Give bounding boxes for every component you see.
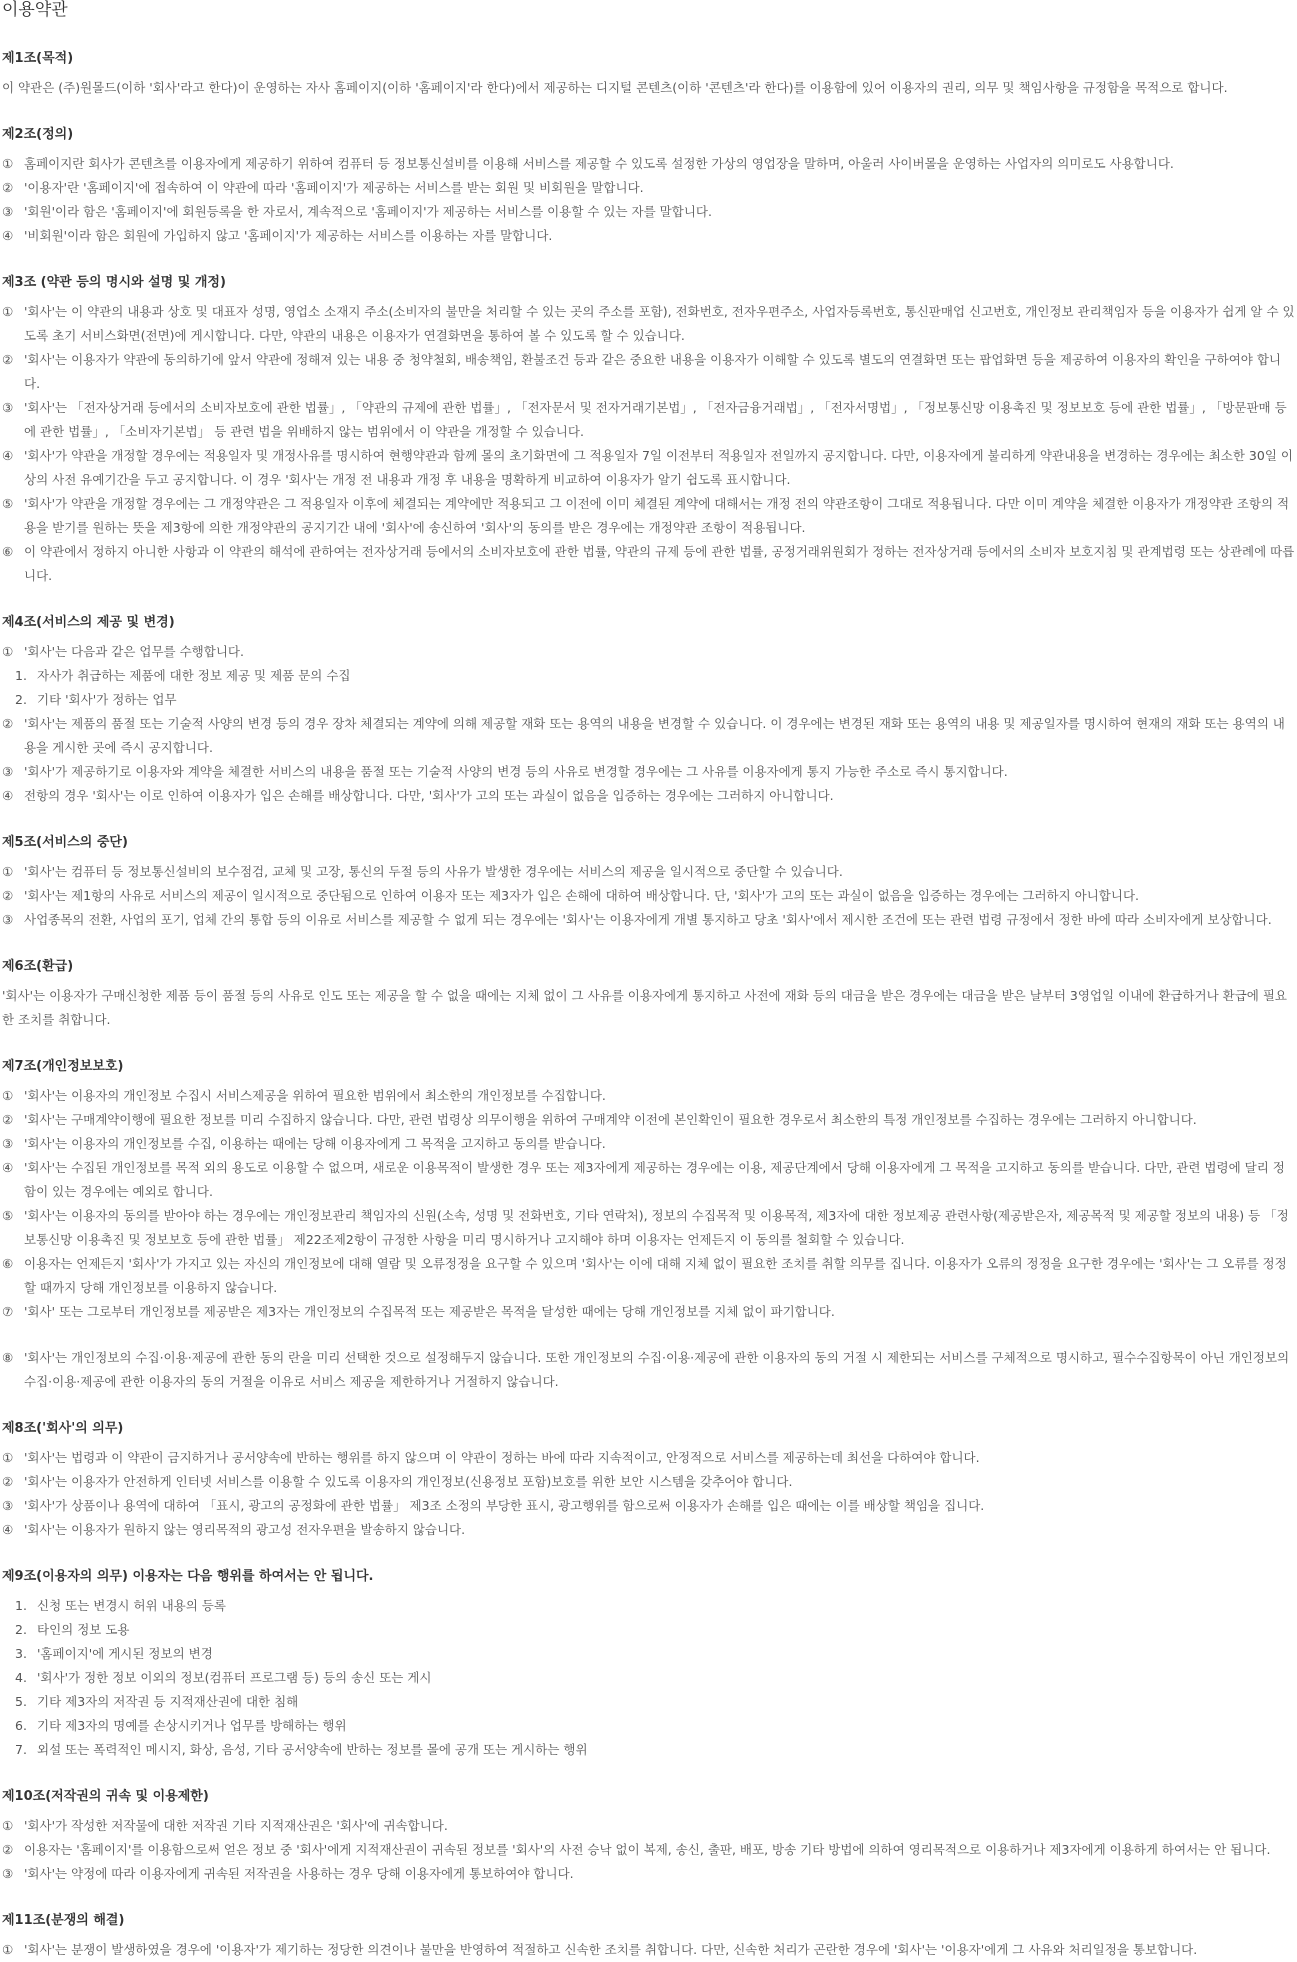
clause-number: ①: [2, 864, 14, 879]
clause-item: [2, 1494, 1295, 1518]
article-paragraph: 이 약관은 (주)원몰드(이하 '회사'라고 한다)이 운영하는 자사 홈페이지(이하 '홈페이지'라 한다)에서 제공하는 디지털 콘텐츠(이하 '콘텐츠'라 한다)를 이용함에 있어 이용자의 권리, 의무 및 책임사항을 규정함을 목적으로 합니다.: [2, 80, 1228, 95]
clause-text: 이용자는 '홈페이지'를 이용함으로써 얻은 정보 중 '회사'에게 지적재산권이 귀속된 정보를 '회사'의 사전 승낙 없이 복제, 송신, 출판, 배포, 방송 기타 방법에 의하여 영리목적으로 이용하거나 제3자에게 이용하게 하여서는 안 됩니다.: [24, 1842, 1271, 1857]
clause-text: '회사'는 분쟁이 발생하였을 경우에 '이용자'가 제기하는 정당한 의견이나 불만을 반영하여 적절하고 신속한 조치를 취합니다. 다만, 신속한 처리가 곤란한 경우에 '회사'는 '이용자'에게 그 사유와 처리일정을 통보합니다.: [24, 1942, 1198, 1957]
terms-sections: [2, 51, 1295, 1962]
clause-item: [2, 884, 1295, 908]
clause-number: ③: [2, 204, 14, 219]
clause-text: '회사'가 정한 정보 이외의 정보(컴퓨터 프로그램 등) 등의 송신 또는 게시: [37, 1670, 432, 1685]
numbered-list-item: [2, 688, 1295, 712]
article-section: [2, 1569, 1295, 1762]
article-paragraph: '회사'는 이용자가 구매신청한 제품 등이 품절 등의 사유로 인도 또는 제공을 할 수 없을 때에는 지체 없이 그 사유를 이용자에게 통지하고 사전에 재화 등의 대금을 받은 경우에는 대금을 받은 날부터 3영업일 이내에 환급하거나 환급에 필요한 조치를 취합니다.: [2, 988, 1287, 1027]
clause-item: [2, 1446, 1295, 1470]
clause-number: ①: [2, 1450, 14, 1465]
clause-item: [2, 176, 1295, 200]
clause-text: '회원'이라 함은 '홈페이지'에 회원등록을 한 자로서, 계속적으로 '홈페이지'가 제공하는 서비스를 이용할 수 있는 자를 말합니다.: [24, 204, 712, 219]
clause-text: '회사'는 이용자가 안전하게 인터넷 서비스를 이용할 수 있도록 이용자의 개인정보(신용정보 포함)보호를 위한 보안 시스템을 갖추어야 합니다.: [24, 1474, 793, 1489]
clause-text: 자사가 취급하는 제품에 대한 정보 제공 및 제품 문의 수집: [37, 668, 351, 683]
clause-text: 홈페이지란 회사가 콘텐츠를 이용자에게 제공하기 위하여 컴퓨터 등 정보통신설비를 이용해 서비스를 제공할 수 있도록 설정한 가상의 영업장을 말하며, 아울러 사이버몰을 운영하는 사업자의 의미로도 사용합니다.: [24, 156, 1174, 171]
clause-item: [2, 492, 1295, 540]
clause-text: 신청 또는 변경시 허위 내용의 등록: [37, 1598, 226, 1613]
article-title: 제4조(서비스의 제공 및 변경): [2, 615, 175, 630]
clause-number: ③: [2, 1136, 14, 1151]
clause-number: ②: [2, 180, 14, 195]
clause-number: ①: [2, 1088, 14, 1103]
article-title: 제1조(목적): [2, 51, 74, 66]
clause-number: ②: [2, 1474, 14, 1489]
clause-number: 3.: [15, 1646, 27, 1661]
clause-item: [2, 1132, 1295, 1156]
article-section: [2, 127, 1295, 248]
article-title: 제7조(개인정보보호): [2, 1059, 124, 1074]
clause-number: ⑤: [2, 1208, 14, 1223]
article-title: 제6조(환급): [2, 959, 74, 974]
numbered-list-item: [2, 1690, 1295, 1714]
clause-text: '회사'가 약관을 개정할 경우에는 그 개정약관은 그 적용일자 이후에 체결되는 계약에만 적용되고 그 이전에 이미 체결된 계약에 대해서는 개정 전의 약관조항이 그대로 적용됩니다. 다만 이미 계약을 체결한 이용자가 개정약관 조항의 적용을 받기를 원하는 뜻을 제3항에 의한 개정약관의 공지기간 내에 '회사'에 송신하여 '회사'의 동의를 받은 경우에는 개정약관 조항이 적용됩니다.: [24, 496, 1290, 535]
clause-number: 1.: [15, 668, 27, 683]
article-section: [2, 275, 1295, 588]
clause-item: [2, 760, 1295, 784]
clause-text: '회사'는 이용자의 개인정보 수집시 서비스제공을 위하여 필요한 범위에서 최소한의 개인정보를 수집합니다.: [24, 1088, 606, 1103]
clause-item: [2, 300, 1295, 348]
article-section: [2, 1421, 1295, 1542]
clause-number: ①: [2, 644, 14, 659]
numbered-list-item: [2, 1642, 1295, 1666]
clause-text: '회사'는 「전자상거래 등에서의 소비자보호에 관한 법률」, 「약관의 규제에 관한 법률」, 「전자문서 및 전자거래기본법」, 「전자금융거래법」, 「전자서명법」, 「정보통신망 이용촉진 및 정보보호 등에 관한 법률」, 「방문판매 등에 관한 법률」, 「소비자기본법」 등 관련 법을 위배하지 않는 범위에서 이 약관을 개정할 수 있습니다.: [24, 400, 1287, 439]
clause-text: 외설 또는 폭력적인 메시지, 화상, 음성, 기타 공서양속에 반하는 정보를 몰에 공개 또는 게시하는 행위: [37, 1742, 588, 1757]
numbered-list-item: [2, 1714, 1295, 1738]
clause-number: 2.: [15, 1622, 27, 1637]
clause-number: ③: [2, 764, 14, 779]
clause-item: [2, 860, 1295, 884]
clause-item: [2, 1814, 1295, 1838]
article-title: 제11조(분쟁의 해결): [2, 1913, 125, 1928]
clause-number: ④: [2, 1160, 14, 1175]
clause-number: ⑥: [2, 1256, 14, 1271]
article-title: 제5조(서비스의 중단): [2, 835, 128, 850]
clause-number: ②: [2, 888, 14, 903]
clause-text: '회사'가 약관을 개정할 경우에는 적용일자 및 개정사유를 명시하여 현행약관과 함께 몰의 초기화면에 그 적용일자 7일 이전부터 적용일자 전일까지 공지합니다. 다만, 이용자에게 불리하게 약관내용을 변경하는 경우에는 최소한 30일 이상의 사전 유예기간을 두고 공지합니다. 이 경우 '회사'는 개정 전 내용과 개정 후 내용을 명확하게 비교하여 이용자가 알기 쉽도록 표시합니다.: [24, 448, 1293, 487]
article-section: [2, 959, 1295, 1032]
clause-number: ⑧: [2, 1350, 14, 1365]
article-section: [2, 1059, 1295, 1394]
clause-text: '비회원'이라 함은 회원에 가입하지 않고 '홈페이지'가 제공하는 서비스를 이용하는 자를 말합니다.: [24, 228, 553, 243]
clause-number: ⑤: [2, 496, 14, 511]
clause-text: '회사'는 이 약관의 내용과 상호 및 대표자 성명, 영업소 소재지 주소(소비자의 불만을 처리할 수 있는 곳의 주소를 포함), 전화번호, 전자우편주소, 사업자등록번호, 통신판매업 신고번호, 개인정보 관리책임자 등을 이용자가 쉽게 알 수 있도록 초기 서비스화면(전면)에 게시합니다. 다만, 약관의 내용은 이용자가 연결화면을 통하여 볼 수 있도록 할 수 있습니다.: [24, 304, 1295, 343]
clause-item: [2, 908, 1295, 932]
clause-text: 타인의 정보 도용: [37, 1622, 130, 1637]
clause-text: '회사'가 제공하기로 이용자와 계약을 체결한 서비스의 내용을 품절 또는 기술적 사양의 변경 등의 사유로 변경할 경우에는 그 사유를 이용자에게 통지 가능한 주소로 즉시 통지합니다.: [24, 764, 1008, 779]
clause-number: ④: [2, 1522, 14, 1537]
clause-text: '회사'는 제품의 품절 또는 기술적 사양의 변경 등의 경우 장차 체결되는 계약에 의해 제공할 재화 또는 용역의 내용을 변경할 수 있습니다. 이 경우에는 변경된 재화 또는 용역의 내용 및 제공일자를 명시하여 현재의 재화 또는 용역의 내용을 게시한 곳에 즉시 공지합니다.: [24, 716, 1285, 755]
clause-number: 4.: [15, 1670, 27, 1685]
article-title: 제3조 (약관 등의 명시와 설명 및 개정): [2, 275, 226, 290]
clause-item: [2, 1862, 1295, 1886]
clause-text: '회사'는 이용자가 원하지 않는 영리목적의 광고성 전자우편을 발송하지 않습니다.: [24, 1522, 466, 1537]
clause-item: [2, 1838, 1295, 1862]
article-title: 제10조(저작권의 귀속 및 이용제한): [2, 1789, 209, 1804]
clause-number: ②: [2, 352, 14, 367]
numbered-list-item: [2, 1738, 1295, 1762]
clause-text: 기타 '회사'가 정하는 업무: [37, 692, 177, 707]
clause-text: 전항의 경우 '회사'는 이로 인하여 이용자가 입은 손해를 배상합니다. 다만, '회사'가 고의 또는 과실이 없음을 입증하는 경우에는 그러하지 아니합니다.: [24, 788, 834, 803]
clause-item: [2, 396, 1295, 444]
clause-text: 이용자는 언제든지 '회사'가 가지고 있는 자신의 개인정보에 대해 열람 및 오류정정을 요구할 수 있으며 '회사'는 이에 대해 지체 없이 필요한 조치를 취할 의무를 집니다. 이용자가 오류의 정정을 요구한 경우에는 '회사'는 그 오류를 정정할 때까지 당해 개인정보를 이용하지 않습니다.: [24, 1256, 1287, 1295]
clause-number: ④: [2, 788, 14, 803]
clause-text: '회사'는 법령과 이 약관이 금지하거나 공서양속에 반하는 행위를 하지 않으며 이 약관이 정하는 바에 따라 지속적이고, 안정적으로 서비스를 제공하는데 최선을 다하여야 합니다.: [24, 1450, 980, 1465]
clause-text: '회사'는 약정에 따라 이용자에게 귀속된 저작권을 사용하는 경우 당해 이용자에게 통보하여야 합니다.: [24, 1866, 574, 1881]
clause-number: ②: [2, 716, 14, 731]
clause-number: ④: [2, 448, 14, 463]
clause-number: ②: [2, 1842, 14, 1857]
clause-text: '회사'는 컴퓨터 등 정보통신설비의 보수점검, 교체 및 고장, 통신의 두절 등의 사유가 발생한 경우에는 서비스의 제공을 일시적으로 중단할 수 있습니다.: [24, 864, 843, 879]
clause-text: '회사' 또는 그로부터 개인정보를 제공받은 제3자는 개인정보의 수집목적 또는 제공받은 목적을 달성한 때에는 당해 개인정보를 지체 없이 파기합니다.: [24, 1304, 835, 1319]
clause-number: 1.: [15, 1598, 27, 1613]
numbered-list-item: [2, 1666, 1295, 1690]
clause-text: '회사'가 상품이나 용역에 대하여 「표시, 광고의 공정화에 관한 법률」 제3조 소정의 부당한 표시, 광고행위를 함으로써 이용자가 손해를 입은 때에는 이를 배상할 책임을 집니다.: [24, 1498, 985, 1513]
clause-number: ②: [2, 1112, 14, 1127]
clause-item: [2, 1518, 1295, 1542]
article-section: [2, 51, 1295, 100]
article-title: 제8조('회사'의 의무): [2, 1421, 124, 1436]
clause-text: '회사'는 이용자의 동의를 받아야 하는 경우에는 개인정보관리 책임자의 신원(소속, 성명 및 전화번호, 기타 연락처), 정보의 수집목적 및 이용목적, 제3자에 대한 정보제공 관련사항(제공받은자, 제공목적 및 제공할 정보의 내용) 등 「정보통신망 이용촉진 및 정보보호 등에 관한 법률」 제22조제2항이 규정한 사항을 미리 명시하거나 고지해야 하며 이용자는 언제든지 이 동의를 철회할 수 있습니다.: [24, 1208, 1289, 1247]
clause-number: ③: [2, 400, 14, 415]
clause-item: [2, 152, 1295, 176]
clause-item: [2, 1300, 1295, 1324]
clause-text: '이용자'란 '홈페이지'에 접속하여 이 약관에 따라 '홈페이지'가 제공하는 서비스를 받는 회원 및 비회원을 말합니다.: [24, 180, 644, 195]
clause-item: [2, 1938, 1295, 1962]
article-section: [2, 615, 1295, 808]
clause-text: 사업종목의 전환, 사업의 포기, 업체 간의 통합 등의 이유로 서비스를 제공할 수 없게 되는 경우에는 '회사'는 이용자에게 개별 통지하고 당초 '회사'에서 제시한 조건에 또는 관련 법령 규정에서 정한 바에 따라 소비자에게 보상합니다.: [24, 912, 1272, 927]
paragraph-spacer: [2, 1324, 1295, 1346]
clause-number: ⑥: [2, 544, 14, 559]
clause-item: [2, 444, 1295, 492]
clause-item: [2, 348, 1295, 396]
clause-number: ③: [2, 1498, 14, 1513]
clause-item: [2, 1204, 1295, 1252]
article-title: 제2조(정의): [2, 127, 74, 142]
numbered-list-item: [2, 1594, 1295, 1618]
numbered-list-item: [2, 664, 1295, 688]
page-title: 이용약관: [2, 0, 68, 20]
clause-number: ①: [2, 1818, 14, 1833]
clause-number: ①: [2, 156, 14, 171]
article-title: 제9조(이용자의 의무) 이용자는 다음 행위를 하여서는 안 됩니다.: [2, 1569, 374, 1584]
clause-item: [2, 1252, 1295, 1300]
clause-text: '회사'는 이용자의 개인정보를 수집, 이용하는 때에는 당해 이용자에게 그 목적을 고지하고 동의를 받습니다.: [24, 1136, 606, 1151]
clause-item: [2, 784, 1295, 808]
clause-item: [2, 540, 1295, 588]
clause-number: ①: [2, 304, 14, 319]
clause-number: ①: [2, 1942, 14, 1957]
clause-text: '회사'는 수집된 개인정보를 목적 외의 용도로 이용할 수 없으며, 새로운 이용목적이 발생한 경우 또는 제3자에게 제공하는 경우에는 이용, 제공단계에서 당해 이용자에게 그 목적을 고지하고 동의를 받습니다. 다만, 관련 법령에 달리 정함이 있는 경우에는 예외로 합니다.: [24, 1160, 1285, 1199]
clause-item: [2, 1470, 1295, 1494]
numbered-list-item: [2, 1618, 1295, 1642]
clause-text: '회사'는 구매계약이행에 필요한 정보를 미리 수집하지 않습니다. 다만, 관련 법령상 의무이행을 위하여 구매계약 이전에 본인확인이 필요한 경우로서 최소한의 특정 개인정보를 수집하는 경우에는 그러하지 아니합니다.: [24, 1112, 1197, 1127]
clause-number: ③: [2, 1866, 14, 1881]
clause-number: 7.: [15, 1742, 27, 1757]
clause-text: '회사'는 개인정보의 수집·이용·제공에 관한 동의 란을 미리 선택한 것으로 설정해두지 않습니다. 또한 개인정보의 수집·이용·제공에 관한 이용자의 동의 거절 시 제한되는 서비스를 구체적으로 명시하고, 필수수집항목이 아닌 개인정보의 수집·이용·제공에 관한 이용자의 동의 거절을 이유로 서비스 제공을 제한하거나 거절하지 않습니다.: [24, 1350, 1290, 1389]
clause-item: [2, 1156, 1295, 1204]
clause-text: '회사'는 이용자가 약관에 동의하기에 앞서 약관에 정해져 있는 내용 중 청약철회, 배송책임, 환불조건 등과 같은 중요한 내용을 이용자가 이해할 수 있도록 별도의 연결화면 또는 팝업화면 등을 제공하여 이용자의 확인을 구하여야 합니다.: [24, 352, 1281, 391]
clause-number: 2.: [15, 692, 27, 707]
clause-text: '회사'는 다음과 같은 업무를 수행합니다.: [24, 644, 244, 659]
clause-item: [2, 640, 1295, 664]
clause-item: [2, 200, 1295, 224]
clause-item: [2, 1346, 1295, 1394]
article-section: [2, 835, 1295, 932]
clause-number: 6.: [15, 1718, 27, 1733]
clause-number: ④: [2, 228, 14, 243]
clause-text: 기타 제3자의 명예를 손상시키거나 업무를 방해하는 행위: [37, 1718, 347, 1733]
clause-text: 이 약관에서 정하지 아니한 사항과 이 약관의 해석에 관하여는 전자상거래 등에서의 소비자보호에 관한 법률, 약관의 규제 등에 관한 법률, 공정거래위원회가 정하는 전자상거래 등에서의 소비자 보호지침 및 관계법령 또는 상관례에 따릅니다.: [24, 544, 1295, 583]
clause-item: [2, 1084, 1295, 1108]
clause-text: '회사'는 제1항의 사유로 서비스의 제공이 일시적으로 중단됨으로 인하여 이용자 또는 제3자가 입은 손해에 대하여 배상합니다. 단, '회사'가 고의 또는 과실이 없음을 입증하는 경우에는 그러하지 아니합니다.: [24, 888, 1140, 903]
article-section: [2, 1789, 1295, 1886]
article-section: [2, 1913, 1295, 1962]
clause-text: '홈페이지'에 게시된 정보의 변경: [37, 1646, 213, 1661]
clause-item: [2, 1108, 1295, 1132]
clause-item: [2, 224, 1295, 248]
clause-number: ⑦: [2, 1304, 14, 1319]
clause-number: 5.: [15, 1694, 27, 1709]
clause-number: ③: [2, 912, 14, 927]
clause-text: '회사'가 작성한 저작물에 대한 저작권 기타 지적재산권은 '회사'에 귀속합니다.: [24, 1818, 448, 1833]
clause-text: 기타 제3자의 저작권 등 지적재산권에 대한 침해: [37, 1694, 299, 1709]
clause-item: [2, 712, 1295, 760]
